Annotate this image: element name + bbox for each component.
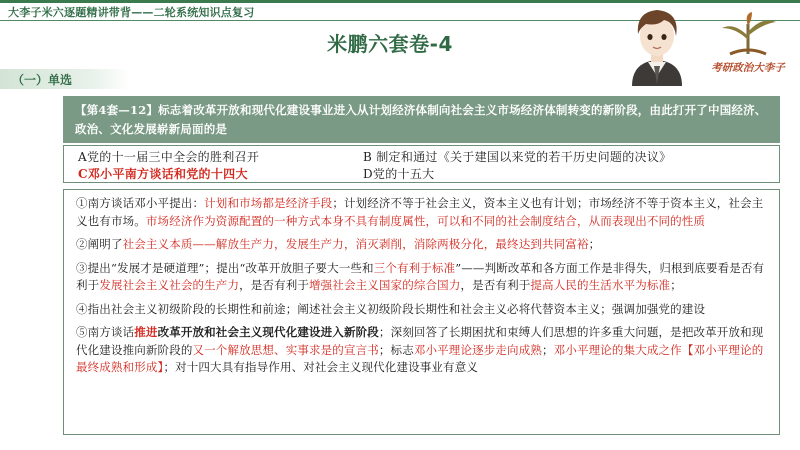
logo-text: 考研政治大李子 xyxy=(711,62,785,74)
highlight-text: 三个有利于标准 xyxy=(373,260,456,275)
point-text: ③提出“发展才是硬道理”；提出“改革开放胆子要大一些和 xyxy=(76,260,374,275)
brand-logo xyxy=(700,10,796,86)
point-text: ①南方谈话邓小平提出： xyxy=(76,196,205,210)
explanation-box xyxy=(63,189,780,435)
highlight-text: 发展社会主义社会的生产力 xyxy=(99,278,240,292)
point-text: ，是否有利于 xyxy=(460,278,531,292)
highlight-text: 计划和市场都是经济手段 xyxy=(204,196,333,210)
question-body: 标志着改革开放和现代化建设事业进入从计划经济体制向社会主义市场经济体制转变的新阶段，由此打开了中国经济、政治、文化发展崭新局面的是 xyxy=(75,103,767,136)
point-text: ，是否有利于 xyxy=(239,278,310,292)
highlight-text: 社会主义本质——解放生产力，发展生产力，消灭剥削，消除两极分化，最终达到共同富裕 xyxy=(122,237,589,251)
bold-text: 改革开放和社会主义现代化建设进入新阶段 xyxy=(157,325,379,339)
option-d: D党的十五大 xyxy=(363,167,435,181)
point-text: ；对十四大具有指导作用、对社会主义现代化建设事业有意义 xyxy=(163,360,478,374)
question-stem xyxy=(75,101,768,139)
highlight-text: 邓小平理论的集大成之作【邓小平理论的最终成熟和形成】 xyxy=(76,342,764,374)
options-box xyxy=(63,145,780,183)
explanation-point-1 xyxy=(76,195,769,230)
option-b: B 制定和通过《关于建国以来党的若干历史问题的决议》 xyxy=(363,150,672,164)
highlight-text: 推进 xyxy=(134,325,158,339)
page-title: 米鹏六套卷-4 xyxy=(327,32,453,56)
explanation-point-4 xyxy=(76,301,769,319)
highlight-text: 又一个解放思想、实事求是的宣言书 xyxy=(192,342,379,357)
section-label: （一）单选 xyxy=(0,69,130,89)
explanation-point-2 xyxy=(76,236,769,254)
highlight-text: 增强社会主义国家的综合国力 xyxy=(309,278,461,292)
option-a: A党的十一届三中全会的胜利召开 xyxy=(78,150,260,164)
highlight-text: 市场经济作为资源配置的一种方式本身不具有制度属性，可以和不同的社会制度结合，从而表现出不同的性质 xyxy=(145,213,706,228)
point-text: ④指出社会主义初级阶段的长期性和前途；阐述社会主义初级阶段长期性和社会主义必将代替资本主义；强调加强党的建设 xyxy=(76,301,706,316)
highlight-text: 提高人民的生活水平为标准 xyxy=(530,278,671,292)
point-text: ； xyxy=(670,278,682,292)
point-text: ； xyxy=(588,237,601,251)
explanation-point-3 xyxy=(76,260,769,295)
point-text: ⑤南方谈话 xyxy=(76,325,135,339)
point-text: ②阐明了 xyxy=(76,237,123,251)
point-text: ；计划经济不等于社会主义，资本主义也有计划；市场经济不等于资本主义，社会主义也有市场。 xyxy=(76,196,764,228)
point-text: ； xyxy=(542,342,554,357)
question-tag: 【第4套—12】 xyxy=(75,103,159,117)
point-text: ；深刻回答了长期困扰和束缚人们思想的许多重大问题，是把改革开放和现代化建设推向新阶段的 xyxy=(76,325,764,357)
question-box xyxy=(63,96,780,143)
highlight-text: 邓小平理论逐步走向成熟 xyxy=(413,342,543,357)
point-text: ；标志 xyxy=(378,342,414,357)
explanation-point-5 xyxy=(76,324,769,377)
plant-logo-icon xyxy=(700,10,796,60)
cartoon-teacher-icon xyxy=(618,4,696,86)
avatar xyxy=(618,4,696,86)
option-c-correct: C邓小平南方谈话和党的十四大 xyxy=(78,167,248,181)
course-title: 大李子米六逐题精讲带背——二轮系统知识点复习 xyxy=(8,5,255,19)
point-text: ”——判断改革和各方面工作是非得失，归根到底要看是否有利于 xyxy=(76,260,765,292)
